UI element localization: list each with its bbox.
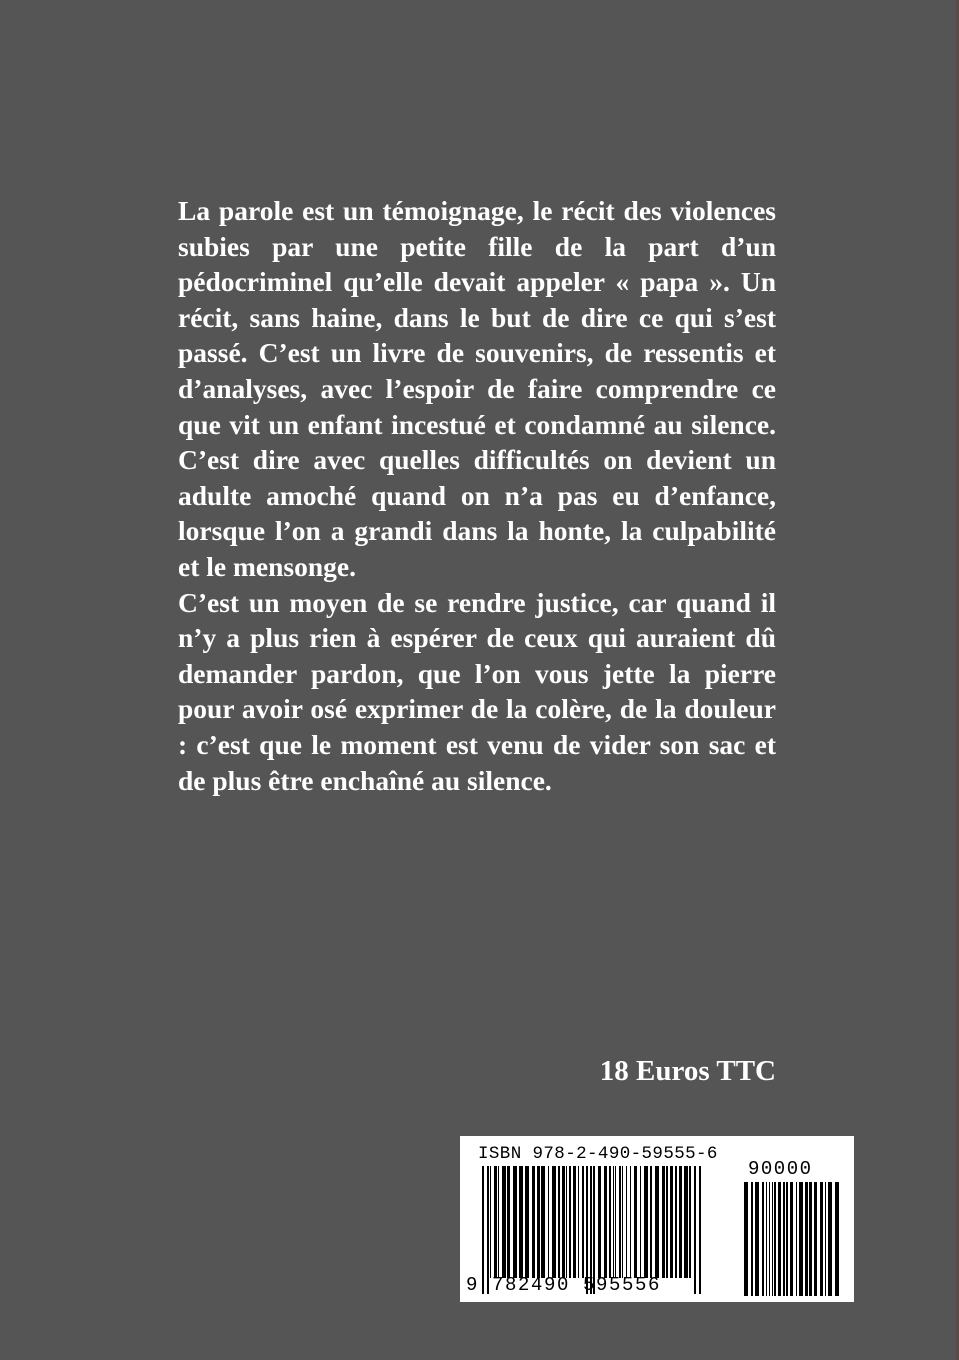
barcode-bar xyxy=(598,1166,601,1278)
barcode-block xyxy=(460,1136,854,1302)
barcode-bar xyxy=(809,1182,812,1296)
barcode-bar xyxy=(694,1166,696,1294)
back-cover-blurb xyxy=(178,193,776,798)
barcode-bar xyxy=(751,1182,753,1296)
barcode-bar xyxy=(569,1166,571,1278)
barcode-bar xyxy=(558,1166,560,1278)
barcode-bar xyxy=(502,1166,506,1278)
addon-digits: 90000 xyxy=(748,1158,813,1180)
barcode-bar xyxy=(513,1166,517,1278)
barcode-bar xyxy=(699,1166,701,1294)
barcode-bar xyxy=(582,1166,584,1278)
barcode-bar xyxy=(532,1166,535,1278)
barcode-bar xyxy=(766,1182,767,1296)
barcode-bar xyxy=(772,1182,773,1296)
barcode-bar xyxy=(634,1166,637,1278)
barcode-bar xyxy=(755,1182,759,1296)
barcode-bar xyxy=(609,1166,611,1278)
barcode-bar xyxy=(774,1182,776,1296)
isbn-label: ISBN 978-2-490-59555-6 xyxy=(478,1144,718,1164)
barcode-bar xyxy=(650,1166,652,1278)
barcode-bar xyxy=(630,1166,631,1278)
barcode-bar xyxy=(783,1182,785,1296)
barcode-bar xyxy=(666,1166,668,1278)
barcode-bar xyxy=(541,1166,545,1278)
barcode-bar xyxy=(604,1166,607,1278)
barcode-bar xyxy=(762,1182,764,1296)
barcode-bar xyxy=(622,1166,623,1278)
barcode-bar xyxy=(552,1166,556,1278)
barcode-digits: 9 782490 595556 xyxy=(466,1274,662,1296)
blurb-paragraph-1: La parole est un témoignage, le récit des violences subies par une petite fille de la part d’un pédocriminel qu’elle devait appeler « papa ». Un récit, sans haine, dans le but de dire ce qui s’est passé. C’est un livre de souvenirs, de ressentis et d’analyses, avec l’espoir de faire comprendre ce que vit un enfant incestué et condamné au silence. C’est dire avec quelles difficultés on devient un adulte amoché quand on n’a pas eu d’enfance, lorsque l’on a grandi dans la honte, la culpabilité et le mensonge. xyxy=(178,195,776,582)
barcode-bar xyxy=(828,1182,832,1296)
barcode-bar xyxy=(805,1182,808,1296)
barcode-bar xyxy=(644,1166,648,1278)
barcode-bar xyxy=(796,1182,797,1296)
barcode-bar xyxy=(689,1166,691,1278)
barcode-bar xyxy=(835,1182,839,1296)
barcode-bar xyxy=(662,1166,665,1278)
barcode-bar xyxy=(619,1166,621,1278)
barcode-bar xyxy=(519,1166,523,1278)
barcode-bar xyxy=(744,1182,748,1296)
barcode-bar xyxy=(562,1166,565,1278)
barcode-bar xyxy=(498,1166,499,1278)
barcode-bar xyxy=(790,1182,793,1296)
barcode-bar xyxy=(670,1166,673,1278)
barcode-bar xyxy=(655,1166,659,1278)
blurb-paragraph-2: C’est un moyen de se rendre justice, car quand il n’y a plus rien à espérer de ceux qui auraient dû demander pardon, que l’on vous jette la pierre pour avoir osé exprimer de la colère, de la douleur : c’est que le moment est venu de vider son sac et de plus être enchaîné au silence. xyxy=(178,586,776,796)
barcode-bar xyxy=(626,1166,627,1278)
barcode-bar xyxy=(814,1182,817,1296)
barcode-bar xyxy=(494,1166,497,1278)
barcode-bar xyxy=(769,1182,770,1296)
barcode-bar xyxy=(799,1182,803,1296)
barcode-bar xyxy=(566,1166,567,1278)
barcode-bar xyxy=(507,1166,510,1278)
barcode-bar xyxy=(778,1182,781,1296)
barcode-bar xyxy=(615,1166,616,1278)
barcode-bar xyxy=(679,1166,682,1278)
barcode-bar xyxy=(820,1182,823,1296)
barcode-bar xyxy=(573,1166,576,1278)
barcode-bar xyxy=(825,1182,826,1296)
barcode-bar xyxy=(684,1166,688,1278)
barcode-bar xyxy=(613,1166,614,1278)
barcode-bar xyxy=(675,1166,677,1278)
price-label: 18 Euros TTC xyxy=(599,1055,776,1087)
barcode-bar xyxy=(525,1166,529,1278)
barcode-bar xyxy=(578,1166,579,1278)
barcode-bar xyxy=(537,1166,540,1278)
barcode-bar xyxy=(640,1166,641,1278)
barcode-bar xyxy=(548,1166,549,1278)
barcode-bar xyxy=(786,1182,788,1296)
barcode-bar xyxy=(490,1166,491,1278)
